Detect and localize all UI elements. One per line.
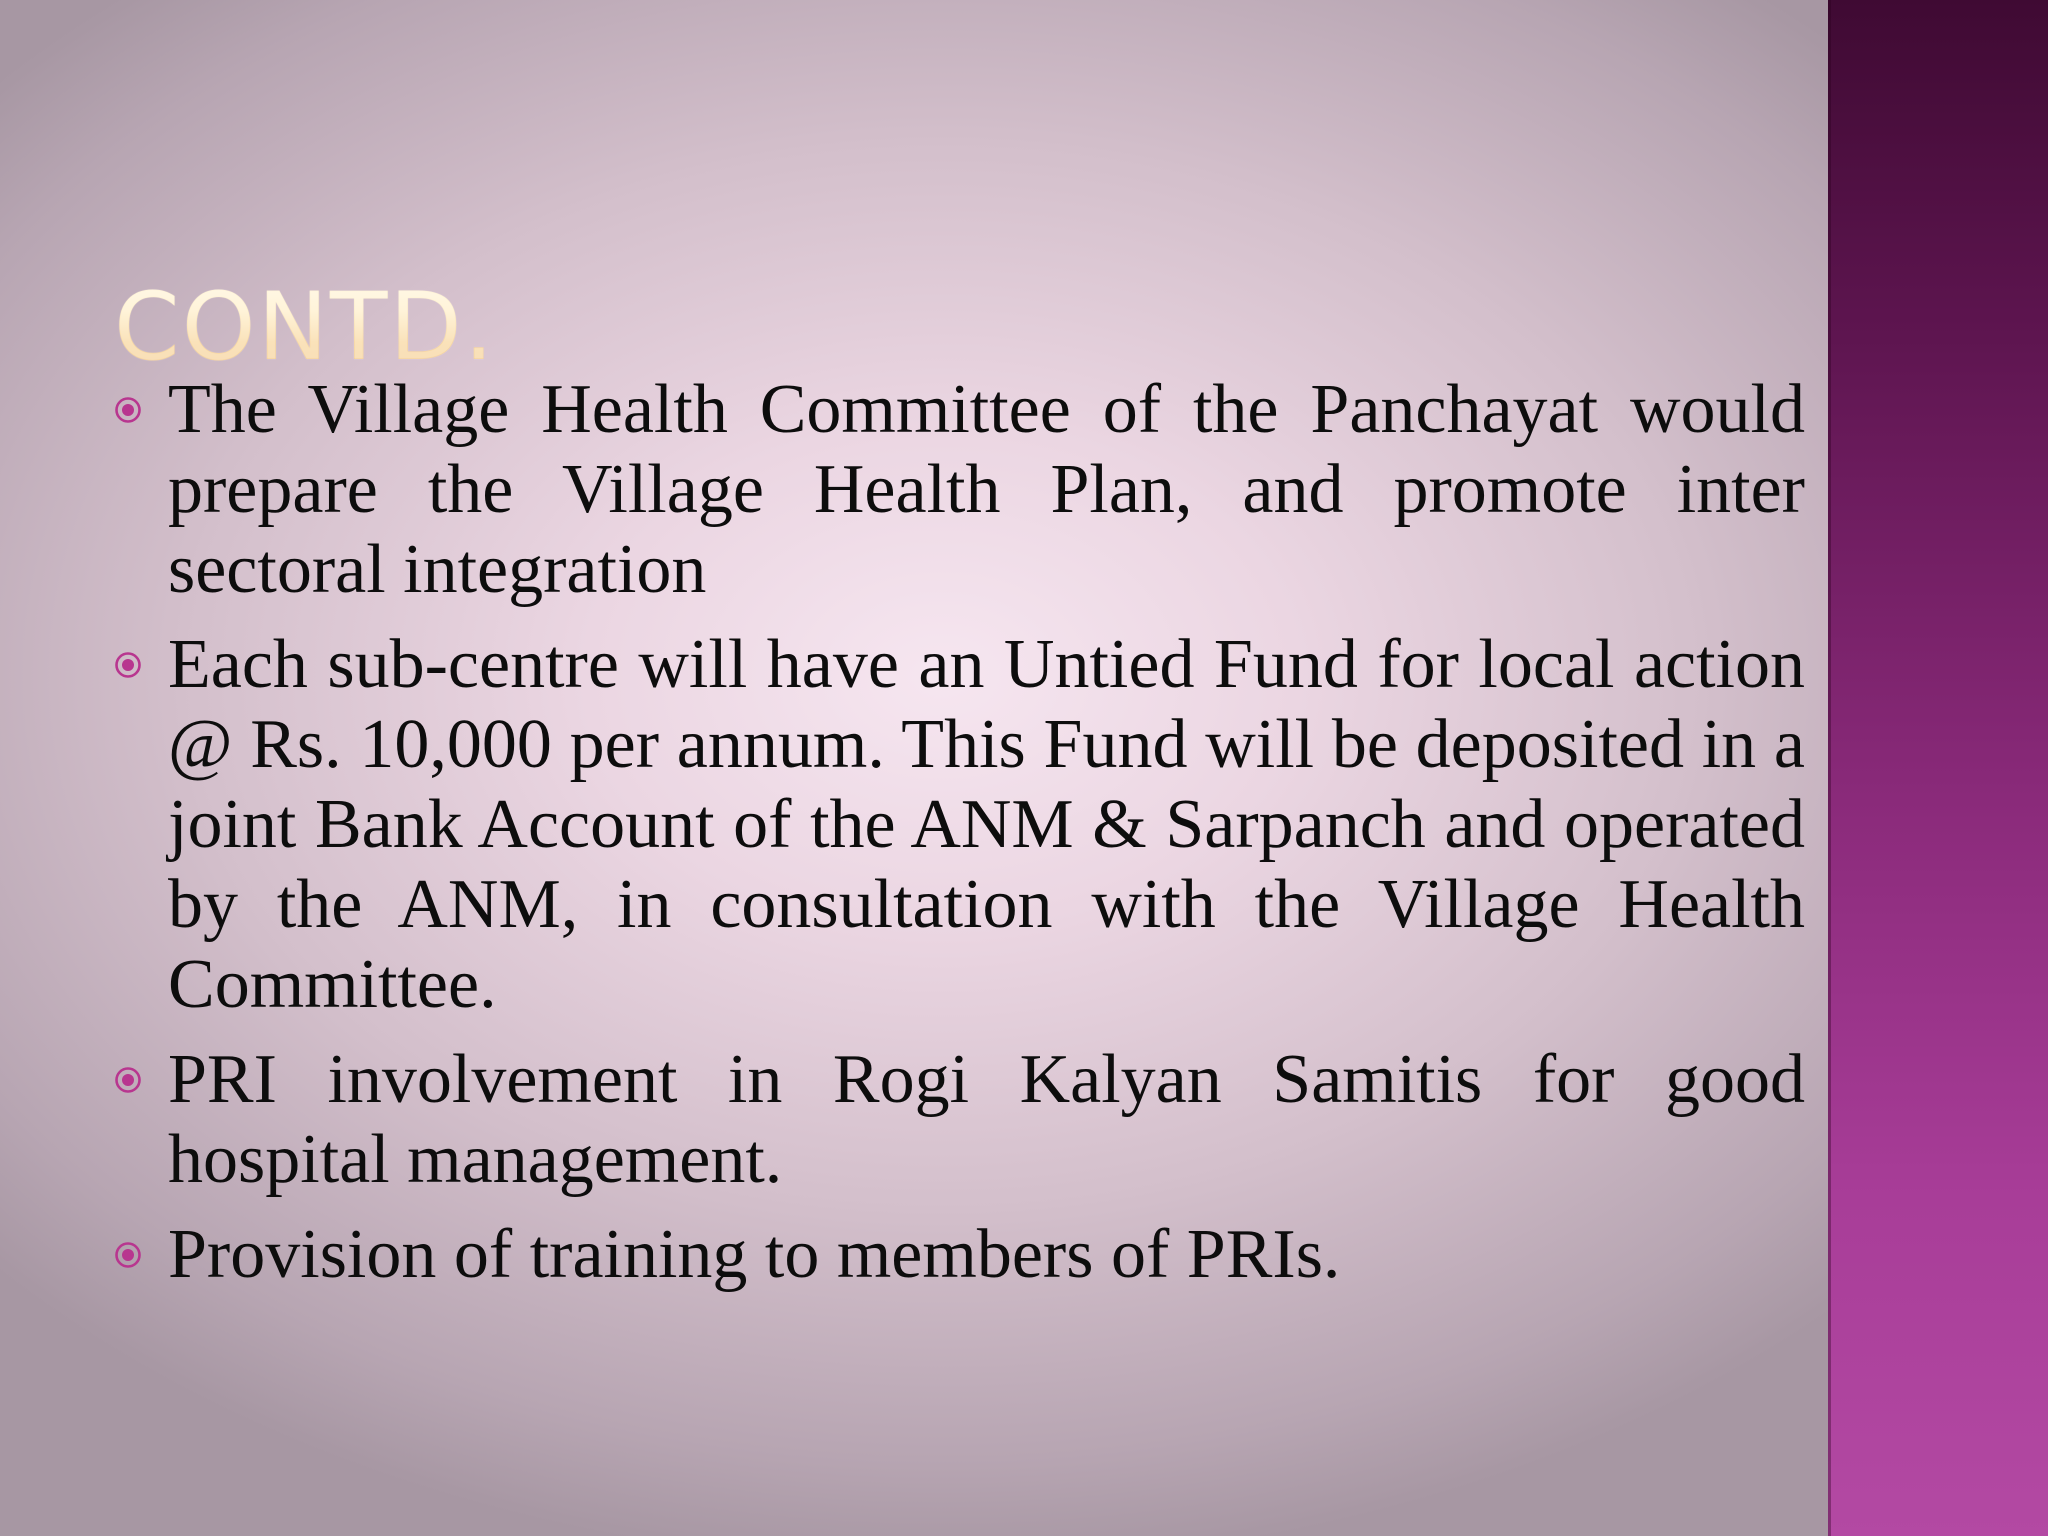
bullet-text: PRI involvement in Rogi Kalyan Samitis for good hospital management. [168,1041,1805,1198]
bullet-item [110,625,1805,1025]
target-bullet-icon [114,1066,142,1094]
bullet-list [110,370,1805,1310]
bullet-item [110,370,1805,610]
bullet-text: Provision of training to members of PRIs. [168,1216,1341,1293]
bullet-text: The Village Health Committee of the Panchayat would prepare the Village Health Plan, and promote inter sectoral integration [168,371,1805,608]
slide-title: CONTD. [114,268,496,388]
target-bullet-icon [114,396,142,424]
bullet-item [110,1040,1805,1200]
bullet-text: Each sub-centre will have an Untied Fund for local action @ Rs. 10,000 per annum. This Fund will be deposited in a joint Bank Account of the ANM & Sarpanch and operated by the ANM, in consultation with the Village Health Committee. [168,626,1805,1023]
target-bullet-icon [114,1241,142,1269]
target-bullet-icon [114,651,142,679]
bullet-item [110,1215,1805,1295]
decorative-side-bar [1828,0,2048,1536]
